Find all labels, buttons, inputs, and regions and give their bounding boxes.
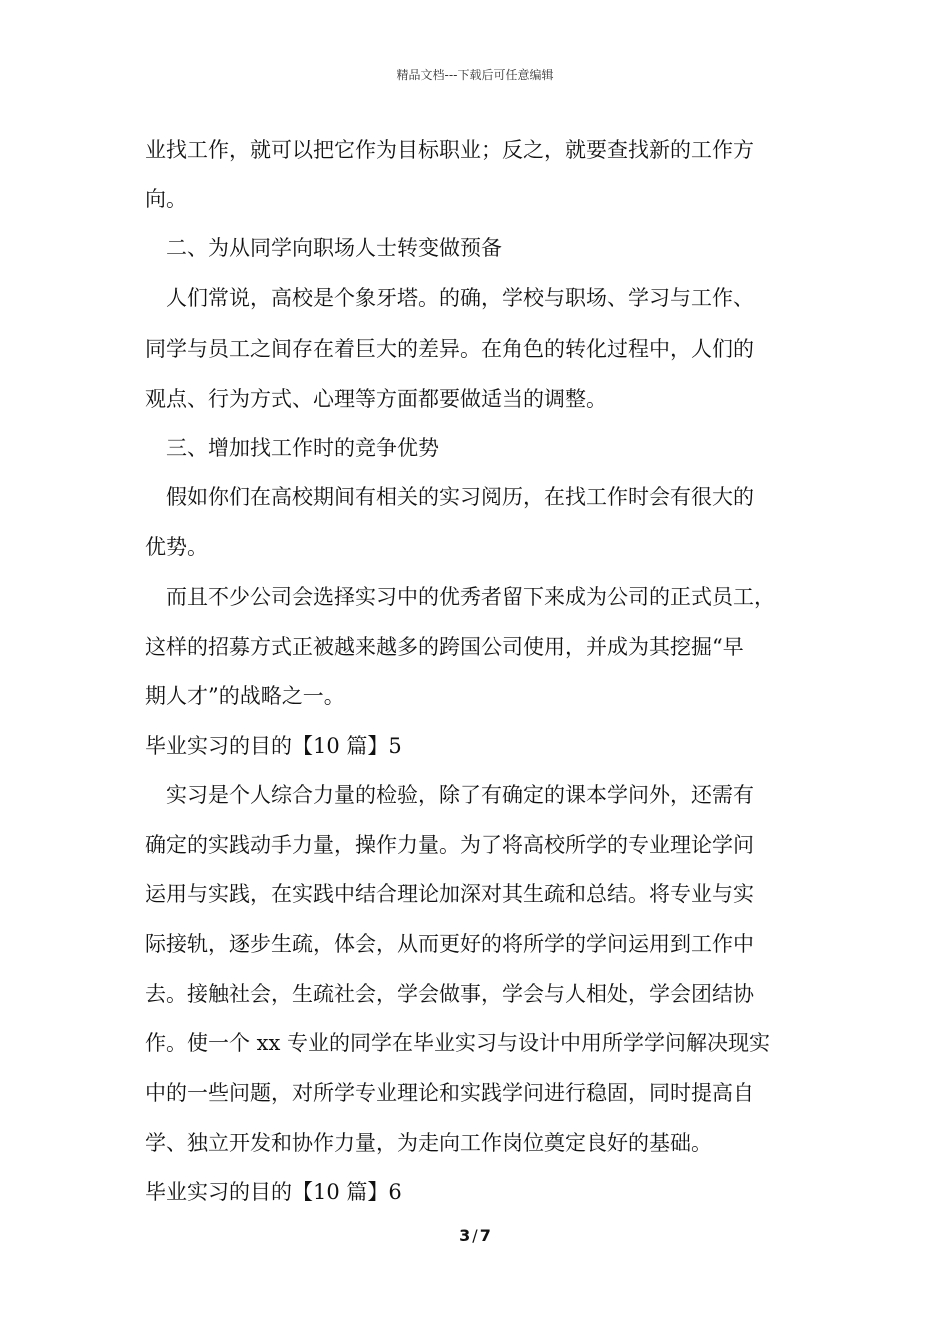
paragraph-line: 而且不少公司会选择实习中的优秀者留下来成为公司的正式员工， [166, 585, 775, 609]
paragraph-line: 去。接触社会，生疏社会，学会做事，学会与人相处，学会团结协 [145, 982, 754, 1006]
paragraph-line: 运用与实践，在实践中结合理论加深对其生疏和总结。将专业与实 [145, 882, 754, 906]
paragraph-line: 同学与员工之间存在着巨大的差异。在角色的转化过程中，人们的 [145, 337, 754, 361]
paragraph-line: 确定的实践动手力量，操作力量。为了将高校所学的专业理论学问 [145, 833, 754, 857]
total-pages: 7 [479, 1226, 491, 1245]
page-header: 精品文档---下载后可任意编辑 [396, 68, 554, 82]
page-number [0, 1226, 950, 1245]
paragraph-line: 优势。 [145, 535, 208, 559]
article-heading: 毕业实习的目的【10 篇】5 [145, 734, 402, 758]
paragraph-line: 际接轨，逐步生疏，体会，从而更好的将所学的学问运用到工作中 [145, 932, 754, 956]
page-separator: / [472, 1226, 478, 1245]
paragraph-line: 观点、行为方式、心理等方面都要做适当的调整。 [145, 387, 607, 411]
section-heading: 三、增加找工作时的竞争优势 [166, 436, 439, 460]
paragraph-line: 中的一些问题，对所学专业理论和实践学问进行稳固，同时提高自 [145, 1081, 754, 1105]
paragraph-line: 作。使一个 xx 专业的同学在毕业实习与设计中用所学学问解决现实 [145, 1031, 771, 1055]
paragraph-line: 假如你们在高校期间有相关的实习阅历，在找工作时会有很大的 [166, 485, 754, 509]
paragraph-line: 业找工作，就可以把它作为目标职业；反之，就要查找新的工作方 [145, 138, 754, 162]
paragraph-line: 期人才”的战略之一。 [145, 684, 345, 708]
paragraph-line: 向。 [145, 187, 187, 211]
article-heading: 毕业实习的目的【10 篇】6 [145, 1180, 402, 1204]
paragraph-line: 人们常说，高校是个象牙塔。的确，学校与职场、学习与工作、 [166, 286, 754, 310]
section-heading: 二、为从同学向职场人士转变做预备 [166, 236, 502, 260]
paragraph-line: 学、独立开发和协作力量，为走向工作岗位奠定良好的基础。 [145, 1131, 712, 1155]
current-page: 3 [459, 1226, 471, 1245]
paragraph-line: 实习是个人综合力量的检验，除了有确定的课本学问外，还需有 [166, 783, 754, 807]
paragraph-line: 这样的招募方式正被越来越多的跨国公司使用，并成为其挖掘“早 [145, 635, 744, 659]
